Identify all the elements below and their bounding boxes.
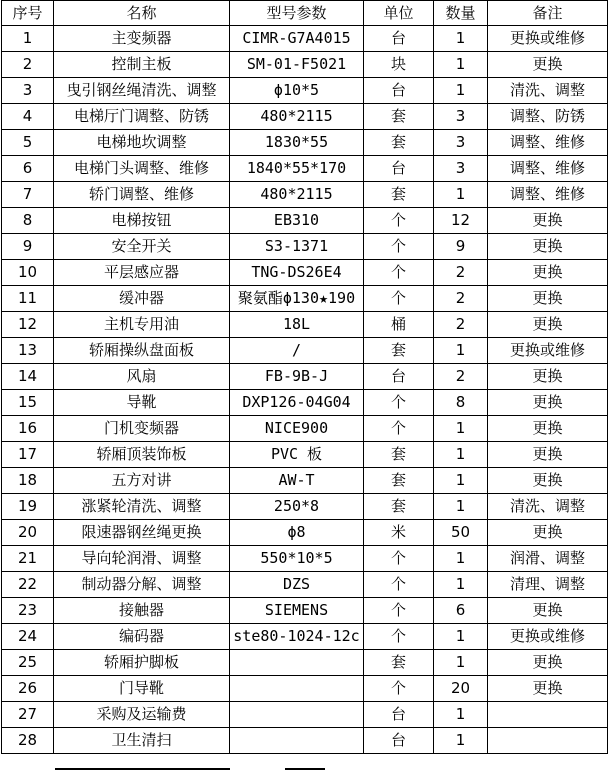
cell-model — [230, 676, 364, 702]
table-row — [2, 572, 608, 598]
cell-seq: 21 — [2, 546, 54, 572]
cell-unit: 个 — [364, 208, 434, 234]
cell-name: 控制主板 — [54, 52, 230, 78]
cell-name: 风扇 — [54, 364, 230, 390]
cell-note: 更换 — [488, 52, 608, 78]
cell-note: 调整、维修 — [488, 130, 608, 156]
cell-name: 门机变频器 — [54, 416, 230, 442]
cell-note: 调整、维修 — [488, 182, 608, 208]
cell-qty: 50 — [434, 520, 488, 546]
parts-table — [1, 0, 608, 754]
header-name: 名称 — [54, 1, 230, 26]
cell-unit: 桶 — [364, 312, 434, 338]
cell-unit: 个 — [364, 676, 434, 702]
cell-model: 480*2115 — [230, 104, 364, 130]
cell-model: CIMR-G7A4015 — [230, 26, 364, 52]
cell-note: 更换 — [488, 676, 608, 702]
cell-note — [488, 702, 608, 728]
cell-unit: 套 — [364, 104, 434, 130]
cell-note: 调整、防锈 — [488, 104, 608, 130]
cell-seq: 14 — [2, 364, 54, 390]
cell-qty: 2 — [434, 260, 488, 286]
cell-name: 轿厢护脚板 — [54, 650, 230, 676]
cell-unit: 套 — [364, 468, 434, 494]
cell-name: 采购及运输费 — [54, 702, 230, 728]
cell-note: 更换 — [488, 416, 608, 442]
cell-note: 更换 — [488, 468, 608, 494]
cell-model: AW-T — [230, 468, 364, 494]
header-model: 型号参数 — [230, 1, 364, 26]
cell-qty: 2 — [434, 364, 488, 390]
cell-name: 电梯厅门调整、防锈 — [54, 104, 230, 130]
cell-seq: 27 — [2, 702, 54, 728]
cell-seq: 19 — [2, 494, 54, 520]
cell-model: TNG-DS26E4 — [230, 260, 364, 286]
table-body — [2, 26, 608, 754]
cell-name: 涨紧轮清洗、调整 — [54, 494, 230, 520]
table-row — [2, 520, 608, 546]
table-row — [2, 468, 608, 494]
cell-seq: 18 — [2, 468, 54, 494]
cell-unit: 台 — [364, 26, 434, 52]
table-row — [2, 26, 608, 52]
cell-note: 更换 — [488, 442, 608, 468]
cell-note: 清洗、调整 — [488, 494, 608, 520]
cell-model: FB-9B-J — [230, 364, 364, 390]
header-row — [2, 1, 608, 26]
cell-unit: 个 — [364, 546, 434, 572]
cell-name: 轿门调整、维修 — [54, 182, 230, 208]
cell-model — [230, 702, 364, 728]
cell-qty: 2 — [434, 312, 488, 338]
table-row — [2, 156, 608, 182]
cell-qty: 2 — [434, 286, 488, 312]
cell-qty: 3 — [434, 130, 488, 156]
table-row — [2, 416, 608, 442]
cell-note: 清理、调整 — [488, 572, 608, 598]
cell-qty: 8 — [434, 390, 488, 416]
cell-note: 更换或维修 — [488, 624, 608, 650]
cell-unit: 套 — [364, 650, 434, 676]
cell-seq: 13 — [2, 338, 54, 364]
table-row — [2, 364, 608, 390]
cell-name: 导靴 — [54, 390, 230, 416]
cell-note — [488, 728, 608, 754]
cell-name: 门导靴 — [54, 676, 230, 702]
cell-name: 编码器 — [54, 624, 230, 650]
cell-unit: 个 — [364, 234, 434, 260]
table-row — [2, 260, 608, 286]
table-row — [2, 286, 608, 312]
cell-seq: 16 — [2, 416, 54, 442]
cell-seq: 10 — [2, 260, 54, 286]
cell-name: 五方对讲 — [54, 468, 230, 494]
cell-model — [230, 728, 364, 754]
cell-model: ϕ8 — [230, 520, 364, 546]
cell-note: 更换 — [488, 208, 608, 234]
cell-model: ϕ10*5 — [230, 78, 364, 104]
table-row — [2, 546, 608, 572]
cell-qty: 1 — [434, 468, 488, 494]
cell-seq: 15 — [2, 390, 54, 416]
table-row — [2, 182, 608, 208]
cell-name: 接触器 — [54, 598, 230, 624]
cell-seq: 6 — [2, 156, 54, 182]
cell-qty: 6 — [434, 598, 488, 624]
table-row — [2, 312, 608, 338]
cell-qty: 1 — [434, 52, 488, 78]
cell-name: 主机专用油 — [54, 312, 230, 338]
cell-seq: 1 — [2, 26, 54, 52]
table-row — [2, 728, 608, 754]
cell-model: 18L — [230, 312, 364, 338]
cell-unit: 套 — [364, 494, 434, 520]
cell-seq: 22 — [2, 572, 54, 598]
cell-seq: 12 — [2, 312, 54, 338]
cell-name: 电梯门头调整、维修 — [54, 156, 230, 182]
table-row — [2, 338, 608, 364]
cell-unit: 个 — [364, 260, 434, 286]
cell-model: 1830*55 — [230, 130, 364, 156]
cell-name: 限速器钢丝绳更换 — [54, 520, 230, 546]
cell-unit: 套 — [364, 442, 434, 468]
cell-seq: 5 — [2, 130, 54, 156]
cell-qty: 1 — [434, 572, 488, 598]
cell-model: S3-1371 — [230, 234, 364, 260]
cell-seq: 17 — [2, 442, 54, 468]
cell-seq: 20 — [2, 520, 54, 546]
cell-unit: 台 — [364, 728, 434, 754]
cell-model: DZS — [230, 572, 364, 598]
cell-note: 更换 — [488, 234, 608, 260]
cell-name: 曳引钢丝绳清洗、调整 — [54, 78, 230, 104]
cell-unit: 个 — [364, 416, 434, 442]
table-row — [2, 676, 608, 702]
cell-unit: 套 — [364, 338, 434, 364]
cell-qty: 1 — [434, 442, 488, 468]
cell-name: 平层感应器 — [54, 260, 230, 286]
cell-seq: 26 — [2, 676, 54, 702]
table-row — [2, 650, 608, 676]
cell-qty: 1 — [434, 338, 488, 364]
cell-qty: 1 — [434, 546, 488, 572]
cell-note: 更换 — [488, 364, 608, 390]
cell-seq: 2 — [2, 52, 54, 78]
cell-unit: 套 — [364, 182, 434, 208]
cell-qty: 20 — [434, 676, 488, 702]
cell-qty: 1 — [434, 416, 488, 442]
cell-model: ste80-1024-12c — [230, 624, 364, 650]
cell-name: 制动器分解、调整 — [54, 572, 230, 598]
table-row — [2, 494, 608, 520]
table-row — [2, 598, 608, 624]
table-row — [2, 208, 608, 234]
header-qty: 数量 — [434, 1, 488, 26]
cell-model: 聚氨酯ϕ130★190 — [230, 286, 364, 312]
cell-unit: 个 — [364, 286, 434, 312]
table-row — [2, 234, 608, 260]
cell-unit: 台 — [364, 364, 434, 390]
cell-qty: 1 — [434, 182, 488, 208]
cell-qty: 1 — [434, 494, 488, 520]
cell-seq: 23 — [2, 598, 54, 624]
cell-name: 轿厢操纵盘面板 — [54, 338, 230, 364]
cell-unit: 台 — [364, 78, 434, 104]
cell-unit: 个 — [364, 390, 434, 416]
cell-qty: 1 — [434, 624, 488, 650]
cell-model: SIEMENS — [230, 598, 364, 624]
cell-note: 更换 — [488, 312, 608, 338]
cell-unit: 套 — [364, 130, 434, 156]
cell-qty: 1 — [434, 728, 488, 754]
header-seq: 序号 — [2, 1, 54, 26]
cell-name: 轿厢顶装饰板 — [54, 442, 230, 468]
cell-seq: 7 — [2, 182, 54, 208]
cell-qty: 12 — [434, 208, 488, 234]
cell-model: PVC 板 — [230, 442, 364, 468]
cell-name: 电梯按钮 — [54, 208, 230, 234]
cell-name: 电梯地坎调整 — [54, 130, 230, 156]
cell-model: 1840*55*170 — [230, 156, 364, 182]
cell-model: EB310 — [230, 208, 364, 234]
cell-note: 更换 — [488, 286, 608, 312]
cell-unit: 个 — [364, 598, 434, 624]
cell-qty: 9 — [434, 234, 488, 260]
cell-seq: 25 — [2, 650, 54, 676]
cell-qty: 1 — [434, 78, 488, 104]
table-row — [2, 624, 608, 650]
cell-qty: 1 — [434, 650, 488, 676]
cell-unit: 米 — [364, 520, 434, 546]
cell-note: 更换 — [488, 520, 608, 546]
cell-note: 清洗、调整 — [488, 78, 608, 104]
table-row — [2, 78, 608, 104]
cell-note: 调整、维修 — [488, 156, 608, 182]
cell-qty: 3 — [434, 104, 488, 130]
cell-seq: 9 — [2, 234, 54, 260]
header-note: 备注 — [488, 1, 608, 26]
cell-seq: 4 — [2, 104, 54, 130]
table-row — [2, 104, 608, 130]
cell-model: 480*2115 — [230, 182, 364, 208]
cell-seq: 3 — [2, 78, 54, 104]
cell-unit: 块 — [364, 52, 434, 78]
cell-model: 550*10*5 — [230, 546, 364, 572]
cell-seq: 24 — [2, 624, 54, 650]
cell-qty: 1 — [434, 26, 488, 52]
cell-qty: 3 — [434, 156, 488, 182]
cell-note: 更换 — [488, 260, 608, 286]
cell-model: 250*8 — [230, 494, 364, 520]
cell-model — [230, 650, 364, 676]
cell-note: 润滑、调整 — [488, 546, 608, 572]
table-row — [2, 390, 608, 416]
cell-note: 更换或维修 — [488, 26, 608, 52]
cell-model: DXP126-04G04 — [230, 390, 364, 416]
table-row — [2, 442, 608, 468]
cell-seq: 8 — [2, 208, 54, 234]
table-row — [2, 130, 608, 156]
cell-unit: 台 — [364, 156, 434, 182]
cell-model: NICE900 — [230, 416, 364, 442]
cell-qty: 1 — [434, 702, 488, 728]
cell-seq: 28 — [2, 728, 54, 754]
cell-note: 更换 — [488, 390, 608, 416]
cell-model: SM-01-F5021 — [230, 52, 364, 78]
cell-note: 更换 — [488, 650, 608, 676]
cell-unit: 台 — [364, 702, 434, 728]
cell-seq: 11 — [2, 286, 54, 312]
cell-note: 更换或维修 — [488, 338, 608, 364]
cell-name: 主变频器 — [54, 26, 230, 52]
header-unit: 单位 — [364, 1, 434, 26]
cell-note: 更换 — [488, 598, 608, 624]
cell-model: / — [230, 338, 364, 364]
cell-name: 卫生清扫 — [54, 728, 230, 754]
table-row — [2, 702, 608, 728]
table-row — [2, 52, 608, 78]
cell-name: 缓冲器 — [54, 286, 230, 312]
cell-unit: 个 — [364, 624, 434, 650]
cell-name: 导向轮润滑、调整 — [54, 546, 230, 572]
cell-name: 安全开关 — [54, 234, 230, 260]
cell-unit: 个 — [364, 572, 434, 598]
